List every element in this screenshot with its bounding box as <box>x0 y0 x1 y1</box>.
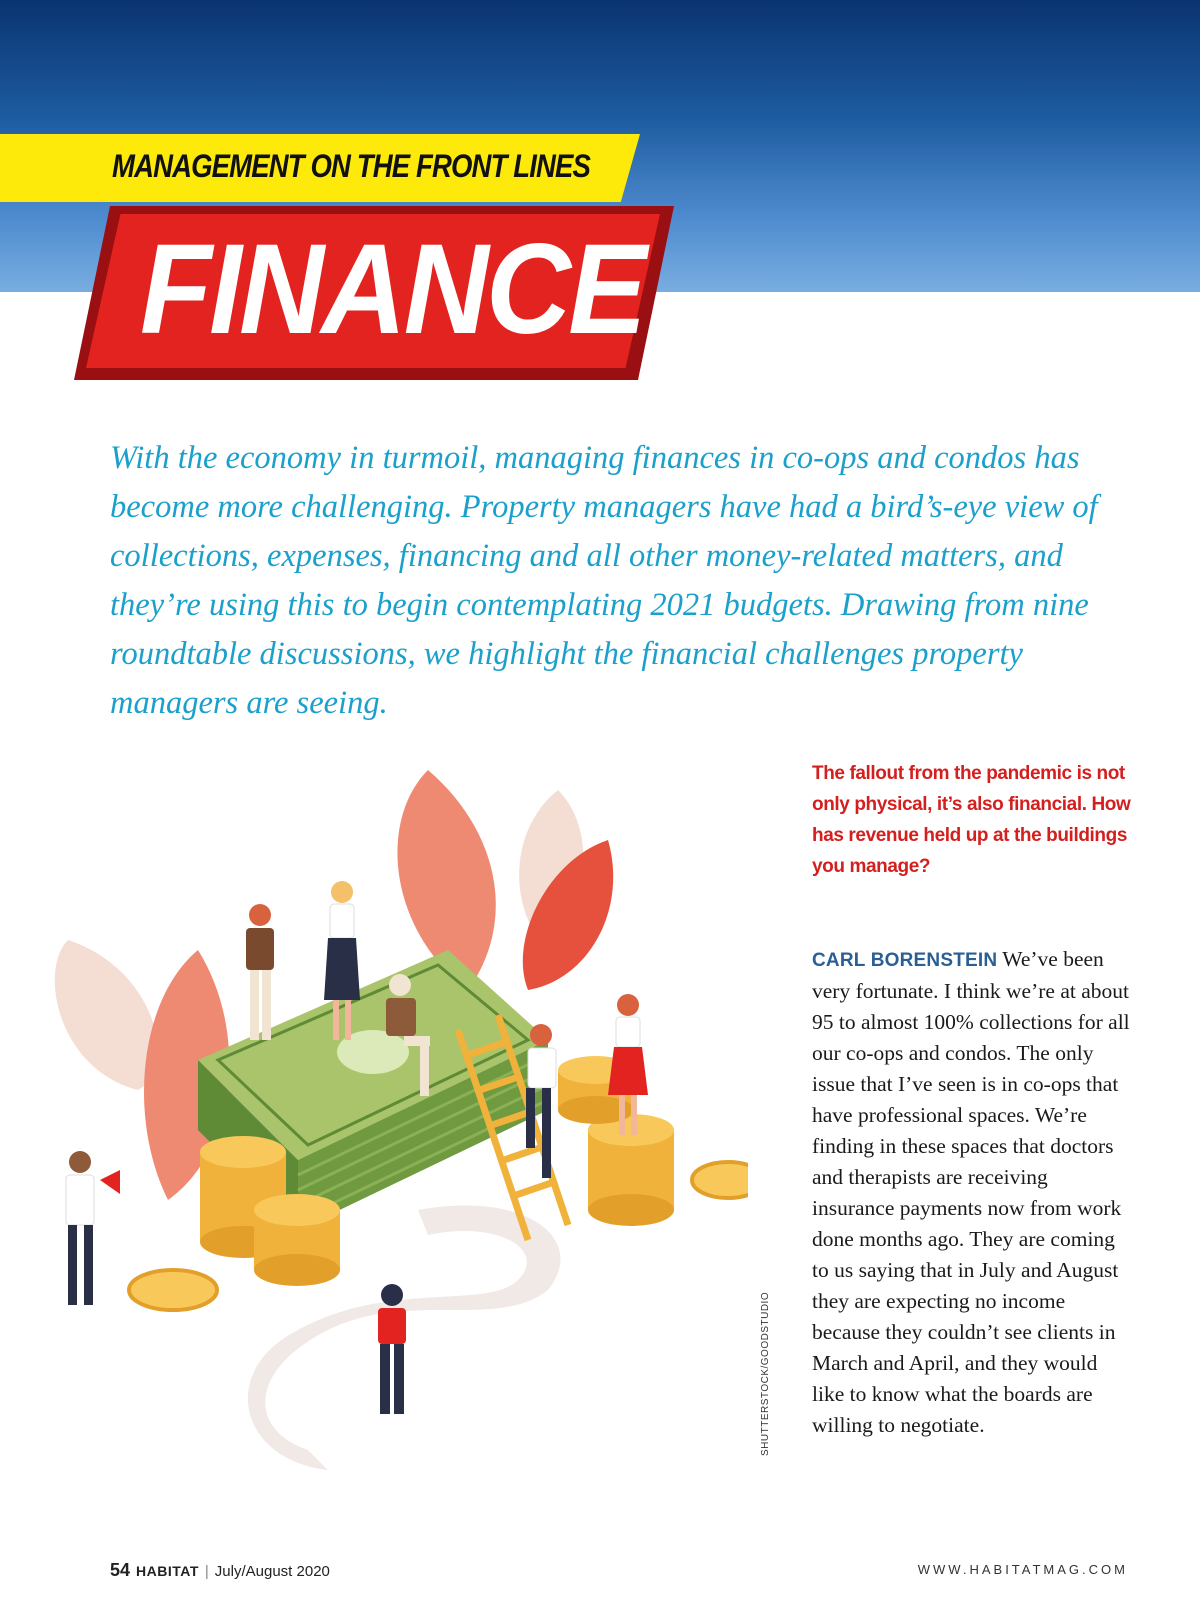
coin-pile-left <box>129 1270 217 1310</box>
person-man-megaphone <box>66 1151 120 1305</box>
photo-credit: SHUTTERSTOCK/GOODSTUDIO <box>760 1291 771 1456</box>
speaker-name: CARL BORENSTEIN <box>812 950 998 971</box>
coin-stack-center <box>254 1194 340 1286</box>
website-url: WWW.HABITATMAG.COM <box>917 1562 1128 1577</box>
question-heading: The fallout from the pandemic is not only physical, it’s also financial. How has revenue held up at the buildings you manage? <box>812 763 1131 877</box>
issue-date: July/August 2020 <box>214 1563 330 1580</box>
answer-paragraph <box>812 944 1130 1441</box>
coin-single-right <box>692 1162 748 1198</box>
answer-text: We’ve been very fortunate. I think we’re at about 95 to almost 100% collections for all our co-ops and condos. The only issue that I’ve seen is in co-ops that have professional spaces. We’re finding in these spaces that doctors and therapists are receiving insurance payments now from work done months ago. They are coming to us saying that in July and August they are expecting no income because they couldn’t see clients in March and April, and they would like to know what the boards are willing to negotiate. <box>812 947 1130 1437</box>
section-title: FINANCE <box>140 218 645 361</box>
person-man-on-stack <box>246 904 274 1040</box>
footer-folio <box>110 1560 330 1581</box>
intro-paragraph: With the economy in turmoil, managing finances in co-ops and condos has become more challenging. Property managers have had a bird’s-eye view of collections, expenses, financing and all other money-related matters, and they’re using this to begin contemplating 2021 budgets. Drawing from nine roundtable discussions, we highlight the financial challenges property managers are seeing. <box>110 440 1098 721</box>
page-number: 54 <box>110 1560 131 1580</box>
footer-separator: | <box>204 1563 209 1580</box>
leaf-pink-left <box>55 940 158 1090</box>
money-stack-people-illustration <box>28 770 748 1470</box>
section-kicker: MANAGEMENT ON THE FRONT LINES <box>112 148 591 184</box>
magazine-name: HABITAT <box>136 1563 199 1579</box>
